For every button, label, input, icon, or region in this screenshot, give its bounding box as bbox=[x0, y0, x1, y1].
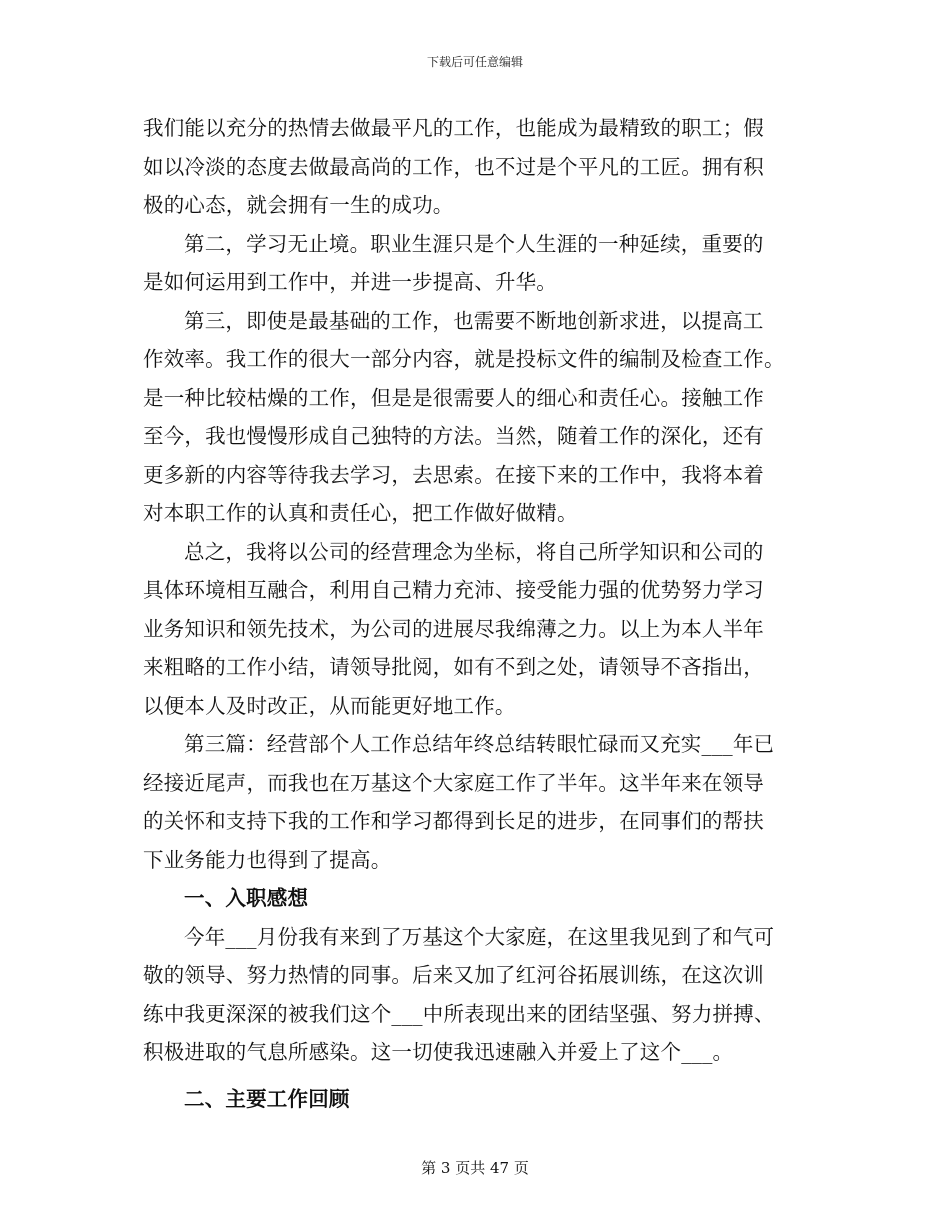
text-line: 是一种比较枯燥的工作，但是是很需要人的细心和责任心。接触工作 bbox=[143, 385, 764, 410]
text-line: 以便本人及时改正，从而能更好地工作。 bbox=[143, 693, 516, 718]
text-line: 更多新的内容等待我去学习，去思索。在接下来的工作中，我将本着 bbox=[143, 462, 764, 487]
text-line: 的关怀和支持下我的工作和学习都得到长足的进步，在同事们的帮扶 bbox=[143, 809, 764, 833]
text-line: 今年___月份我有来到了万基这个大家庭，在这里我见到了和气可 bbox=[184, 924, 775, 949]
text-line: 我们能以充分的热情去做最平凡的工作，也能成为最精致的职工；假 bbox=[143, 116, 764, 140]
section-heading: 二、主要工作回顾 bbox=[184, 1086, 350, 1111]
text-line: 对本职工作的认真和责任心，把工作做好做精。 bbox=[143, 501, 578, 525]
text-line: 第三，即使是最基础的工作，也需要不断地创新求进，以提高工 bbox=[184, 308, 764, 333]
text-line: 积极进取的气息所感染。这一切使我迅速融入并爱上了这个___。 bbox=[143, 1040, 734, 1064]
text-line: 总之，我将以公司的经营理念为坐标，将自己所学知识和公司的 bbox=[184, 539, 764, 564]
page-footer: 第 3 页共 47 页 bbox=[421, 1159, 529, 1177]
text-line: 具体环境相互融合，利用自己精力充沛、接受能力强的优势努力学习 bbox=[143, 578, 764, 602]
text-line: 经接近尾声，而我也在万基这个大家庭工作了半年。这半年来在领导 bbox=[143, 770, 764, 795]
text-line: 如以冷淡的态度去做最高尚的工作，也不过是个平凡的工匠。拥有积 bbox=[143, 154, 764, 179]
text-line: 业务知识和领先技术，为公司的进展尽我绵薄之力。以上为本人半年 bbox=[143, 616, 764, 641]
text-line: 第二，学习无止境。职业生涯只是个人生涯的一种延续，重要的 bbox=[184, 231, 764, 256]
text-line: 下业务能力也得到了提高。 bbox=[143, 847, 392, 872]
spacer bbox=[143, 1072, 808, 1080]
text-line: 至今，我也慢慢形成自己独特的方法。当然，随着工作的深化，还有 bbox=[143, 424, 764, 448]
text-line: 来粗略的工作小结，请领导批阅，如有不到之处，请领导不吝指出， bbox=[143, 655, 764, 679]
text-line: 是如何运用到工作中，并进一步提高、升华。 bbox=[143, 270, 557, 294]
text-line: 第三篇：经营部个人工作总结年终总结转眼忙碌而又充实___年已 bbox=[184, 732, 775, 756]
section-heading: 一、入职感想 bbox=[184, 886, 309, 910]
text-line: 作效率。我工作的很大一部分内容，就是投标文件的编制及检查工作。 bbox=[143, 347, 785, 371]
page-header: 下载后可任意编辑 bbox=[426, 55, 523, 69]
text-line: 敬的领导、努力热情的同事。后来又加了红河谷拓展训练，在这次训 bbox=[143, 963, 764, 987]
body-text bbox=[143, 109, 808, 1118]
text-line: 极的心态，就会拥有一生的成功。 bbox=[143, 193, 454, 217]
text-line: 练中我更深深的被我们这个___中所表现出来的团结坚强、努力拼搏、 bbox=[143, 1001, 775, 1026]
